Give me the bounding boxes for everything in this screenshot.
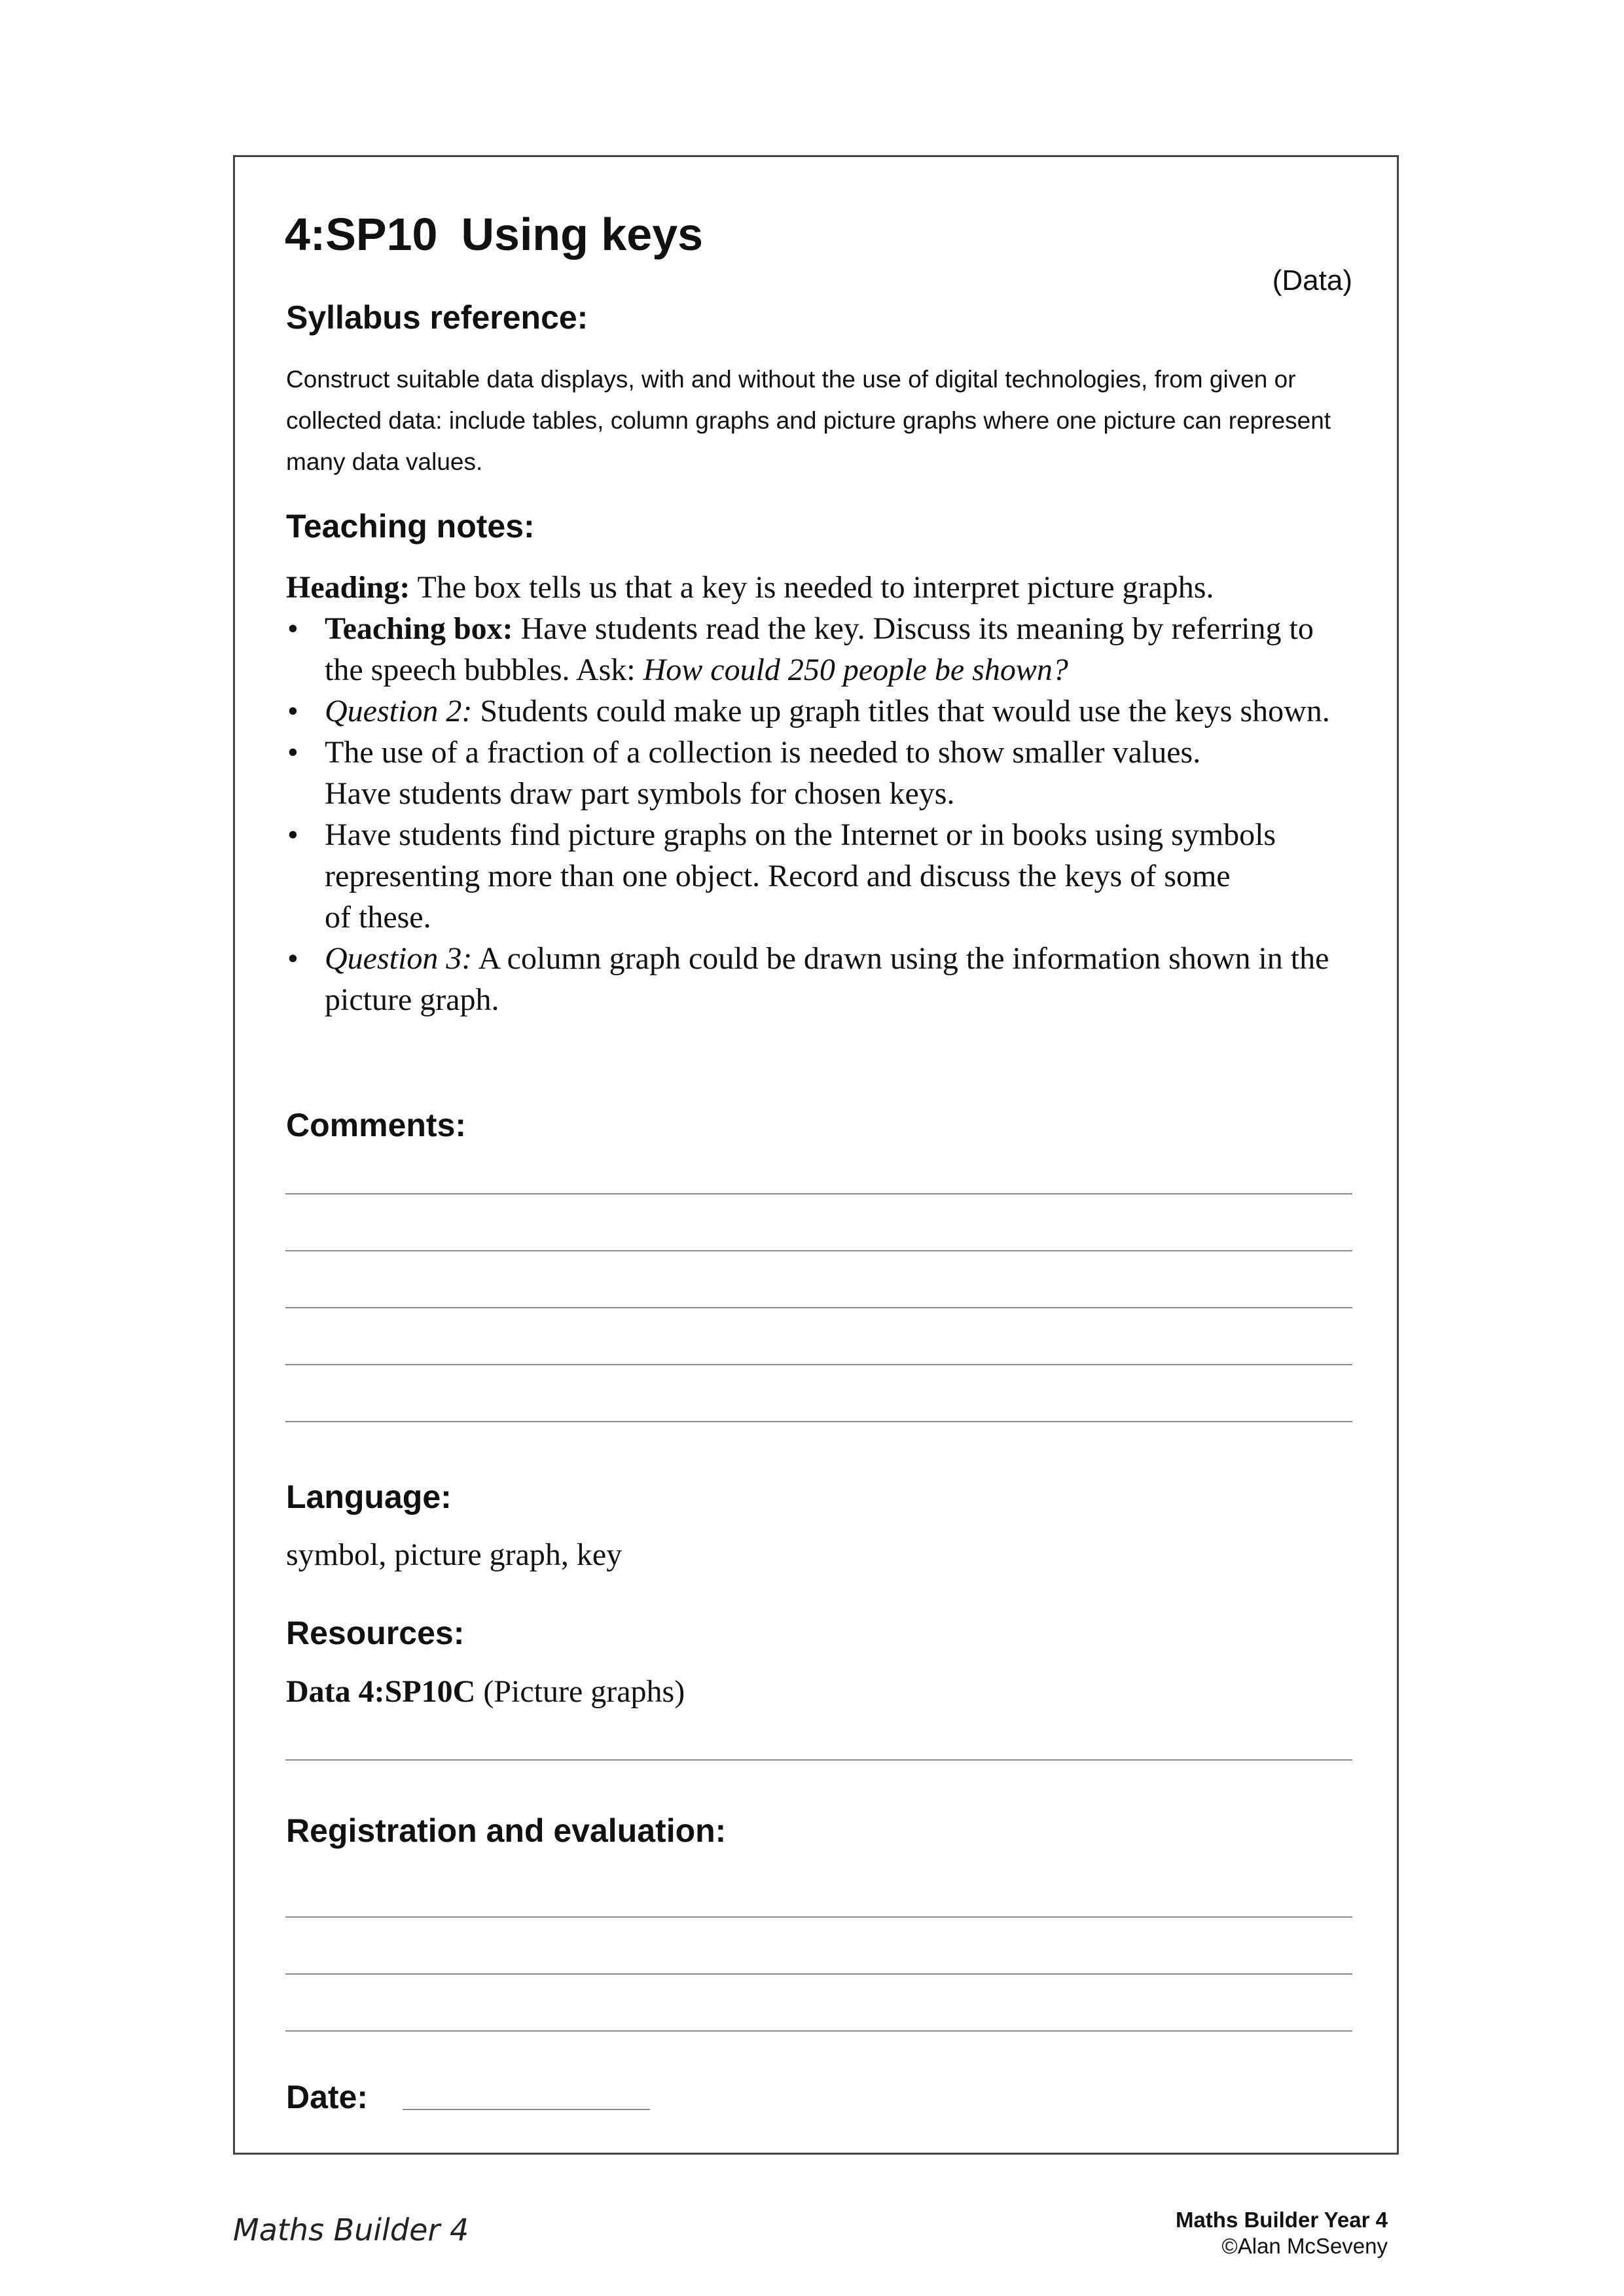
comment-line[interactable] <box>285 1364 1352 1365</box>
bullet-text: Students could make up graph titles that would use the keys shown. <box>472 694 1330 728</box>
registration-heading: Registration and evaluation: <box>286 1812 727 1849</box>
resources-text <box>286 1674 685 1710</box>
list-item <box>286 732 1360 814</box>
comments-heading: Comments: <box>286 1107 467 1143</box>
notes-intro-text: The box tells us that a key is needed to interpret picture graphs. <box>410 570 1214 605</box>
syllabus-heading: Syllabus reference: <box>286 299 588 336</box>
title-text: Using keys <box>461 209 704 260</box>
page-title <box>285 208 703 260</box>
date-field-line[interactable] <box>403 2109 650 2110</box>
resources-line[interactable] <box>285 1759 1352 1761</box>
footer-copyright: ©Alan McSeveny <box>1221 2234 1388 2258</box>
registration-line[interactable] <box>285 2030 1352 2032</box>
list-item <box>286 608 1360 691</box>
bullet-text: A column graph could be drawn using the information shown in the picture graph. <box>325 941 1329 1017</box>
syllabus-text: Construct suitable data displays, with and without the use of digital technologies, from given or collected data: include tables, column graphs and picture graphs where one picture can represent many data values. <box>286 366 1331 475</box>
date-label: Date: <box>286 2079 369 2115</box>
bullet-italic: Question 3: <box>325 941 473 976</box>
bullet-italic: Question 2: <box>325 694 473 728</box>
resources-heading: Resources: <box>286 1615 465 1651</box>
language-heading: Language: <box>286 1479 452 1515</box>
comment-line[interactable] <box>285 1250 1352 1251</box>
teaching-notes <box>286 567 1360 1020</box>
teaching-notes-heading: Teaching notes: <box>286 508 535 545</box>
list-item <box>286 814 1360 938</box>
registration-line[interactable] <box>285 1916 1352 1918</box>
bullet-text: Have students find picture graphs on the Internet or in books using symbols representing more than one object. Record and discuss the keys of some <box>325 817 1276 893</box>
notes-intro-label: Heading: <box>286 570 410 605</box>
comment-line[interactable] <box>285 1193 1352 1194</box>
registration-line[interactable] <box>285 1973 1352 1975</box>
notes-list <box>286 608 1360 1020</box>
language-text: symbol, picture graph, key <box>286 1537 623 1572</box>
bullet-text: Have students read the key. Discuss its meaning by referring to the speech bubbles. Ask: <box>325 611 1314 687</box>
notes-intro <box>286 567 1360 608</box>
bullet-italic: How could 250 people be shown? <box>643 653 1068 687</box>
footer-credit <box>1176 2207 1388 2259</box>
strand-tag: (Data) <box>1272 264 1352 296</box>
list-item <box>286 691 1360 732</box>
outcome-code: 4:SP10 <box>285 209 438 260</box>
resource-code: Data 4:SP10C <box>286 1674 476 1709</box>
footer-series-title: Maths Builder Year 4 <box>1175 2208 1388 2232</box>
footer-book-name: Maths Builder 4 <box>233 2212 469 2248</box>
resource-description: (Picture graphs) <box>475 1674 685 1709</box>
bullet-text: of these. <box>325 900 431 935</box>
bullet-text: The use of a fraction of a collection is needed to show smaller values. <box>325 735 1201 770</box>
comment-line[interactable] <box>285 1307 1352 1308</box>
comment-line[interactable] <box>285 1421 1352 1422</box>
bullet-text: Have students draw part symbols for chosen keys. <box>325 776 955 811</box>
bullet-label: Teaching box: <box>325 611 513 646</box>
list-item <box>286 938 1360 1020</box>
